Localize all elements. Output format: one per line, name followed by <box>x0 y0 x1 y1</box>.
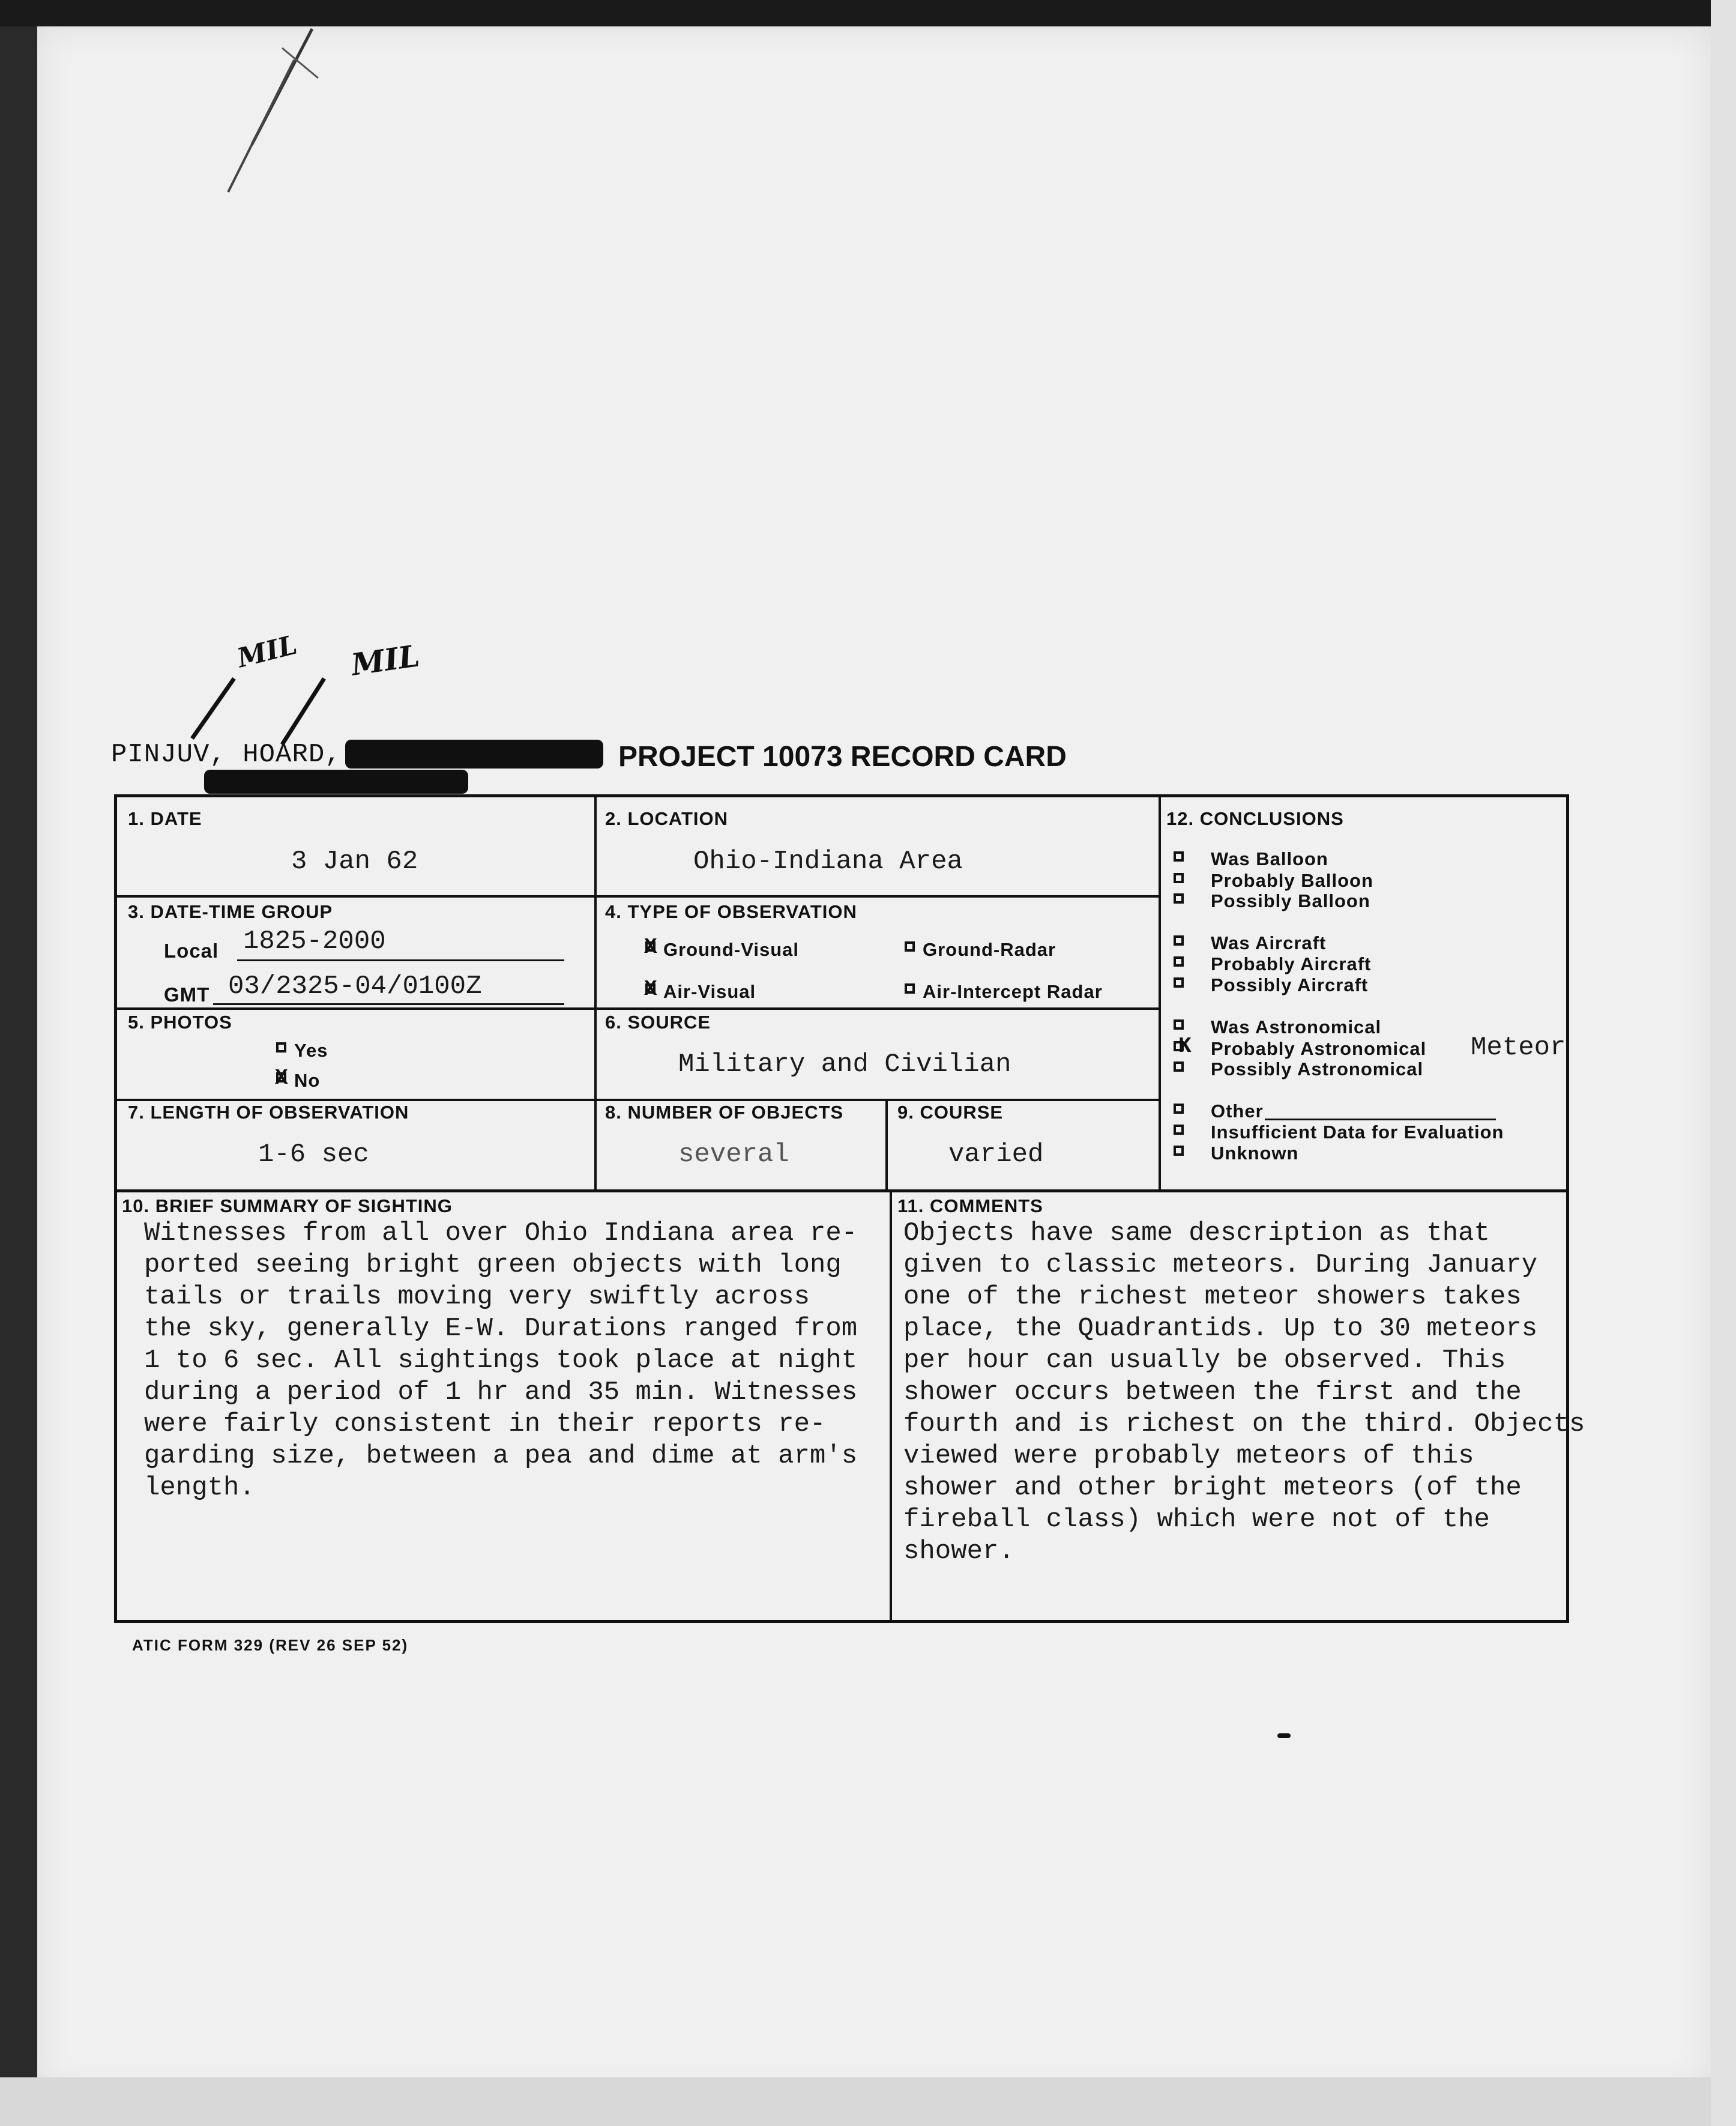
option-probably-aircraft: Probably Aircraft <box>1211 953 1372 974</box>
checkbox-probably-aircraft[interactable] <box>1174 956 1184 967</box>
location-label: 2. LOCATION <box>605 808 729 829</box>
number-label: 8. NUMBER OF OBJECTS <box>605 1102 844 1123</box>
witness-names: PINJUV, HOARD, <box>111 740 342 770</box>
option-was-aircraft: Was Aircraft <box>1211 932 1327 953</box>
conclusion-note: Meteor <box>1471 1033 1566 1063</box>
redaction-bar <box>345 740 603 769</box>
check-mark: X <box>644 977 657 1001</box>
summary-line: ported seeing bright green objects with long <box>144 1250 842 1280</box>
checkbox-was-aircraft[interactable] <box>1174 935 1184 946</box>
date-label: 1. DATE <box>128 808 202 829</box>
option-unknown: Unknown <box>1211 1143 1299 1164</box>
card-title: PROJECT 10073 RECORD CARD <box>618 741 1067 773</box>
redaction-bar <box>204 770 468 794</box>
summary-line: the sky, generally E-W. Durations ranged from <box>144 1314 858 1344</box>
course-value: varied <box>948 1140 1044 1170</box>
comments-line: given to classic meteors. During January <box>903 1250 1538 1280</box>
option-photos-yes: Yes <box>294 1040 328 1061</box>
source-label: 6. SOURCE <box>605 1012 711 1033</box>
option-photos-no: No <box>294 1070 321 1091</box>
checkbox-probably-balloon[interactable] <box>1174 873 1184 883</box>
comments-line: fireball class) which were not of the <box>903 1505 1490 1535</box>
option-ground-radar: Ground-Radar <box>923 939 1056 960</box>
scan-border-top <box>0 0 1736 26</box>
conclusions-label: 12. CONCLUSIONS <box>1166 808 1344 829</box>
divider <box>885 1101 888 1191</box>
checkbox-photos-yes[interactable] <box>276 1042 286 1052</box>
divider <box>117 1099 1160 1101</box>
checkbox-was-astronomical[interactable] <box>1174 1019 1184 1030</box>
source-value: Military and Civilian <box>678 1049 1011 1080</box>
handwritten-mark-1: MIL <box>234 629 300 674</box>
comments-line: fourth and is richest on the third. Objects <box>903 1409 1585 1439</box>
other-underline <box>1265 1119 1496 1120</box>
option-was-astronomical: Was Astronomical <box>1211 1016 1382 1037</box>
gmt-value: 03/2325-04/0100Z <box>228 971 482 1001</box>
summary-line: during a period of 1 hr and 35 min. Witnesses <box>144 1377 858 1407</box>
summary-label: 10. BRIEF SUMMARY OF SIGHTING <box>122 1195 453 1216</box>
summary-line: tails or trails moving very swiftly across <box>144 1282 810 1312</box>
comments-text <box>903 1218 1585 1568</box>
option-other: Other <box>1211 1101 1264 1122</box>
length-label: 7. LENGTH OF OBSERVATION <box>128 1102 409 1123</box>
scan-speck <box>1277 1733 1291 1738</box>
type-label: 4. TYPE OF OBSERVATION <box>605 901 857 922</box>
option-probably-astronomical: Probably Astronomical <box>1211 1038 1427 1059</box>
divider <box>890 1191 892 1620</box>
course-label: 9. COURSE <box>897 1102 1004 1123</box>
checkbox-insufficient-data[interactable] <box>1174 1125 1184 1135</box>
checkbox-ground-radar[interactable] <box>905 941 915 952</box>
pencil-mark <box>216 24 324 198</box>
summary-line: Witnesses from all over Ohio Indiana area re- <box>144 1218 858 1248</box>
local-underline <box>237 959 564 961</box>
scan-border-right <box>1711 0 1736 2126</box>
comments-line: shower and other bright meteors (of the <box>903 1473 1522 1503</box>
comments-line: viewed were probably meteors of this <box>903 1441 1474 1471</box>
comments-label: 11. COMMENTS <box>897 1195 1043 1216</box>
comments-line: per hour can usually be observed. This <box>903 1345 1506 1376</box>
gmt-label: GMT <box>164 983 210 1006</box>
checkbox-was-balloon[interactable] <box>1174 851 1184 862</box>
local-label: Local <box>164 940 219 962</box>
divider <box>117 895 1160 898</box>
checkbox-other[interactable] <box>1174 1104 1184 1114</box>
option-insufficient-data: Insufficient Data for Evaluation <box>1211 1122 1504 1143</box>
check-mark: K <box>1178 1034 1192 1058</box>
form-number: ATIC FORM 329 (REV 26 SEP 52) <box>132 1636 409 1654</box>
summary-line: length. <box>144 1473 255 1503</box>
record-card <box>114 794 1585 1623</box>
checkbox-possibly-aircraft[interactable] <box>1174 977 1184 988</box>
comments-line: one of the richest meteor showers takes <box>903 1282 1522 1312</box>
option-possibly-astronomical: Possibly Astronomical <box>1211 1058 1424 1080</box>
option-air-intercept-radar: Air-Intercept Radar <box>923 981 1103 1002</box>
checkbox-possibly-balloon[interactable] <box>1174 893 1184 904</box>
divider <box>1159 797 1161 1191</box>
comments-line: Objects have same description as that <box>903 1218 1490 1248</box>
option-possibly-aircraft: Possibly Aircraft <box>1211 974 1369 995</box>
summary-line: 1 to 6 sec. All sightings took place at night <box>144 1345 858 1376</box>
dtg-label: 3. DATE-TIME GROUP <box>128 901 333 922</box>
handwritten-mark-2: MIL <box>349 638 422 683</box>
option-possibly-balloon: Possibly Balloon <box>1211 890 1370 911</box>
date-value: 3 Jan 62 <box>291 847 418 877</box>
option-was-balloon: Was Balloon <box>1211 848 1328 869</box>
divider <box>117 1007 1160 1010</box>
check-mark: X <box>644 935 657 959</box>
option-probably-balloon: Probably Balloon <box>1211 870 1373 891</box>
length-value: 1-6 sec <box>258 1140 369 1170</box>
scan-border-bottom <box>0 2077 1736 2126</box>
local-value: 1825-2000 <box>243 926 386 956</box>
option-ground-visual: Ground-Visual <box>663 939 800 960</box>
divider <box>594 797 597 1191</box>
checkbox-possibly-astronomical[interactable] <box>1174 1061 1184 1072</box>
location-value: Ohio-Indiana Area <box>693 847 963 877</box>
comments-line: shower. <box>903 1536 1014 1566</box>
divider <box>117 1189 1566 1192</box>
comments-line: place, the Quadrantids. Up to 30 meteors <box>903 1314 1538 1344</box>
number-value: several <box>678 1140 789 1170</box>
summary-text <box>144 1218 857 1504</box>
photos-label: 5. PHOTOS <box>128 1012 232 1033</box>
summary-line: were fairly consistent in their reports re- <box>144 1409 826 1439</box>
gmt-underline <box>213 1003 564 1005</box>
check-mark: X <box>275 1066 288 1090</box>
option-air-visual: Air-Visual <box>663 981 756 1002</box>
checkbox-unknown[interactable] <box>1174 1146 1184 1156</box>
summary-line: garding size, between a pea and dime at arm's <box>144 1441 858 1471</box>
checkbox-air-intercept-radar[interactable] <box>905 983 915 994</box>
comments-line: shower occurs between the first and the <box>903 1377 1522 1407</box>
